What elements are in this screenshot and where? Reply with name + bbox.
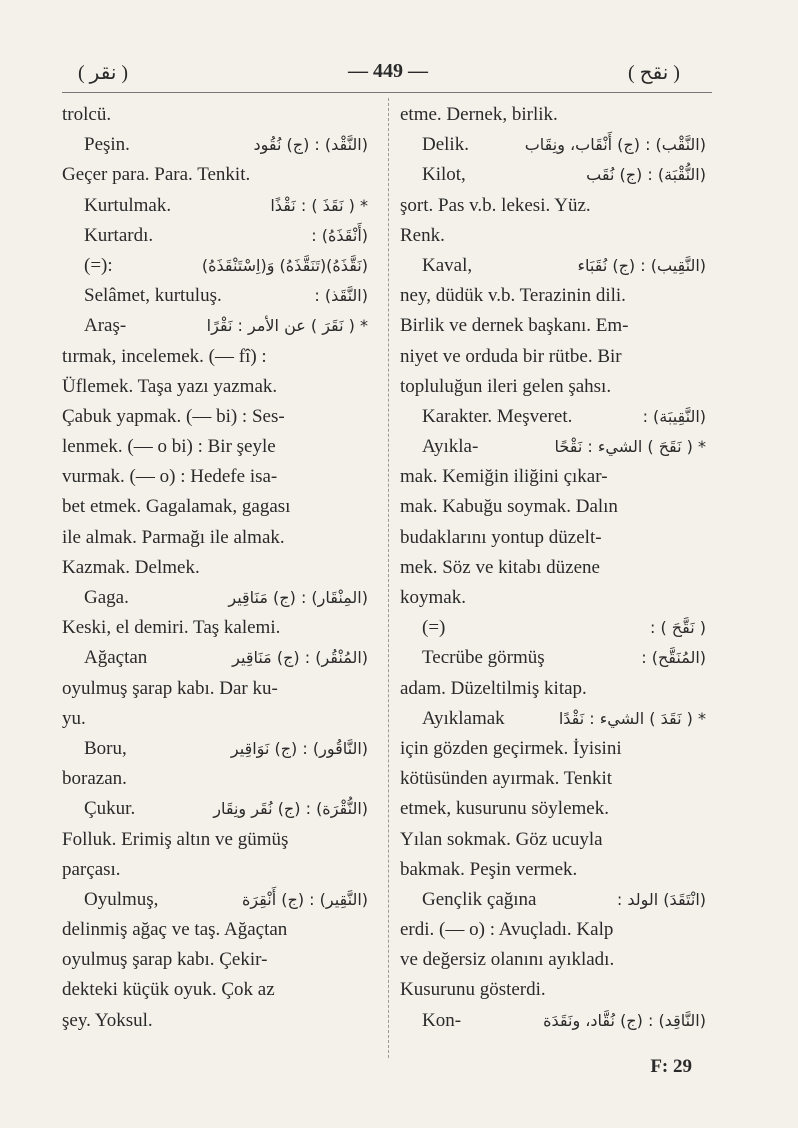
turkish-text: Kilot, — [422, 164, 466, 186]
turkish-text: bakmak. Peşin vermek. — [400, 858, 578, 880]
turkish-text: Peşin. — [84, 134, 130, 156]
dictionary-entry-line — [62, 583, 368, 613]
turkish-text: Çukur. — [84, 798, 136, 820]
page-header — [0, 60, 798, 88]
dictionary-entry-line — [400, 885, 706, 915]
dictionary-entry-line — [400, 402, 706, 432]
turkish-text: (=): — [84, 254, 113, 276]
turkish-text: bet etmek. Gagalamak, gagası — [62, 496, 291, 518]
column-divider — [388, 98, 389, 1058]
turkish-text: dekteki küçük oyuk. Çok az — [62, 979, 275, 1001]
definition-line — [400, 372, 706, 402]
dictionary-entry-line — [400, 1006, 706, 1036]
definition-line — [62, 462, 368, 492]
turkish-text: ve değersiz olanını ayıkladı. — [400, 949, 615, 971]
arabic-headword: (أَنْقَذَهُ) : — [311, 225, 368, 245]
definition-line — [400, 915, 706, 945]
turkish-text: Ayıkla- — [422, 436, 479, 458]
turkish-text: mak. Kabuğu soymak. Dalın — [400, 496, 618, 518]
arabic-headword: (النَّقِير) : (ج) أَنْقِرَة — [241, 889, 368, 909]
turkish-text: koymak. — [400, 587, 466, 608]
turkish-text: yu. — [62, 707, 86, 729]
turkish-text: şey. Yoksul. — [62, 1009, 153, 1031]
turkish-text: Birlik ve dernek başkanı. Em- — [400, 315, 629, 337]
turkish-text: Oyulmuş, — [84, 888, 159, 910]
definition-line — [62, 492, 368, 522]
turkish-text: şort. Pas v.b. lekesi. Yüz. — [400, 194, 591, 216]
turkish-text: parçası. — [62, 858, 121, 880]
turkish-text: Gaga. — [84, 587, 129, 608]
turkish-text: için gözden geçirmek. İyisini — [400, 737, 622, 759]
definition-line — [62, 613, 368, 643]
signature-mark: F: 29 — [650, 1056, 692, 1077]
turkish-text: oyulmuş şarap kabı. Çekir- — [62, 949, 268, 971]
definition-line — [62, 915, 368, 945]
arabic-headword: (نَقَّذَهُ)(تَنَقَّذَهُ) وَ(اِسْتَنْقَذَهُ) — [201, 255, 368, 275]
definition-line — [62, 523, 368, 553]
definition-line — [400, 855, 706, 885]
definition-line — [400, 734, 706, 764]
definition-line — [400, 825, 706, 855]
turkish-text: lenmek. (— o bi) : Bir şeyle — [62, 436, 276, 458]
definition-line — [62, 975, 368, 1005]
turkish-text: niyet ve orduda bir rütbe. Bir — [400, 345, 622, 367]
definition-line — [400, 975, 706, 1005]
definition-line — [400, 523, 706, 553]
definition-line — [400, 553, 706, 583]
arabic-headword: (انْتَقَدَ) الولد : — [616, 889, 706, 909]
turkish-text: oyulmuş şarap kabı. Dar ku- — [62, 677, 278, 699]
definition-line — [400, 674, 706, 704]
definition-line — [400, 794, 706, 824]
turkish-text: Üflemek. Taşa yazı yazmak. — [62, 375, 278, 397]
definition-line — [62, 855, 368, 885]
definition-line — [400, 583, 706, 613]
arabic-headword: * ( نَقَرَ ) عن الأمر : نَقْرًا — [206, 316, 368, 336]
turkish-text: Kurtulmak. — [84, 194, 172, 216]
arabic-headword: (النَّقِيب) : (ج) نُقَبَاء — [577, 255, 706, 275]
turkish-text: Araş- — [84, 315, 127, 337]
header-left-keyword: ( نقر ) — [78, 62, 129, 84]
arabic-headword: (النَّقَذ) : — [314, 286, 368, 306]
arabic-headword: (النَّقْد) : (ج) نُقُود — [253, 135, 368, 155]
turkish-text: Geçer para. Para. Tenkit. — [62, 164, 251, 186]
turkish-text: Ayıklamak — [422, 707, 505, 729]
turkish-text: erdi. (— o) : Avuçladı. Kalp — [400, 919, 614, 941]
definition-line — [62, 372, 368, 402]
turkish-text: Kurtardı. — [84, 224, 154, 246]
dictionary-entry-line — [400, 613, 706, 643]
dictionary-entry-line — [400, 643, 706, 673]
dictionary-entry-line — [62, 311, 368, 341]
turkish-text: Kon- — [422, 1009, 462, 1031]
dictionary-entry-line — [62, 734, 368, 764]
dictionary-entry-line — [400, 160, 706, 190]
turkish-text: etme. Dernek, birlik. — [400, 104, 558, 125]
definition-line — [400, 311, 706, 341]
definition-line — [62, 674, 368, 704]
arabic-headword: ( نَقَّحَ ) : — [649, 618, 706, 638]
dictionary-entry-line — [62, 281, 368, 311]
arabic-headword: (النَّقْب) : (ج) أَنْقَاب، ونِقَاب — [524, 135, 706, 155]
dictionary-entry-line — [400, 130, 706, 160]
turkish-text: Tecrübe görmüş — [422, 647, 545, 669]
definition-line — [400, 191, 706, 221]
definition-line — [400, 945, 706, 975]
dictionary-entry-line — [400, 251, 706, 281]
turkish-text: budaklarını yontup düzelt- — [400, 526, 602, 548]
left-column — [62, 100, 368, 1036]
turkish-text: Kaval, — [422, 254, 473, 276]
dictionary-entry-line — [62, 130, 368, 160]
turkish-text: vurmak. (— o) : Hedefe isa- — [62, 466, 278, 488]
turkish-text: Renk. — [400, 224, 445, 246]
definition-line — [400, 281, 706, 311]
turkish-text: kötüsünden ayırmak. Tenkit — [400, 768, 613, 790]
arabic-headword: (المِنْقَار) : (ج) مَنَاقِير — [228, 588, 368, 607]
definition-line — [400, 462, 706, 492]
definition-line — [62, 1006, 368, 1036]
turkish-text: Selâmet, kurtuluş. — [84, 285, 222, 307]
turkish-text: etmek, kusurunu söylemek. — [400, 798, 609, 820]
arabic-headword: (المُنَقَّح) : — [641, 648, 706, 668]
dictionary-entry-line — [62, 643, 368, 673]
turkish-text: Delik. — [422, 134, 469, 156]
turkish-text: borazan. — [62, 768, 127, 790]
turkish-text: Ağaçtan — [84, 647, 148, 669]
arabic-headword: (المُنْقُر) : (ج) مَنَاقِير — [232, 648, 368, 668]
dictionary-entry-line — [62, 221, 368, 251]
definition-line — [62, 764, 368, 794]
right-column — [400, 100, 706, 1036]
turkish-text: Boru, — [84, 737, 127, 759]
header-right-keyword: ( نقح ) — [628, 62, 680, 84]
definition-line — [62, 553, 368, 583]
turkish-text: ile almak. Parmağı ile almak. — [62, 526, 285, 548]
definition-line — [62, 100, 368, 130]
header-rule — [62, 92, 712, 93]
definition-line — [62, 432, 368, 462]
turkish-text: Kusurunu gösterdi. — [400, 979, 546, 1001]
turkish-text: Yılan sokmak. Göz ucuyla — [400, 828, 603, 850]
definition-line — [400, 342, 706, 372]
dictionary-entry-line — [400, 704, 706, 734]
turkish-text: Karakter. Meşveret. — [422, 405, 573, 427]
definition-line — [62, 402, 368, 432]
turkish-text: Keski, el demiri. Taş kalemi. — [62, 617, 281, 639]
turkish-text: delinmiş ağaç ve taş. Ağaçtan — [62, 919, 288, 941]
definition-line — [62, 342, 368, 372]
definition-line — [62, 825, 368, 855]
turkish-text: adam. Düzeltilmiş kitap. — [400, 677, 587, 699]
turkish-text: mak. Kemiğin iliğini çıkar- — [400, 466, 608, 488]
arabic-headword: * ( نَقَذَ ) : نَقْذًا — [270, 195, 368, 215]
turkish-text: tırmak, incelemek. (— fî) : — [62, 345, 267, 367]
definition-line — [400, 492, 706, 522]
definition-line — [400, 221, 706, 251]
turkish-text: mek. Söz ve kitabı düzene — [400, 556, 600, 578]
dictionary-entry-line — [62, 794, 368, 824]
definition-line — [400, 100, 706, 130]
dictionary-entry-line — [62, 191, 368, 221]
definition-line — [400, 764, 706, 794]
arabic-headword: (النَّاقِد) : (ج) نُقَّاد، ونَقَدَة — [543, 1010, 706, 1030]
arabic-headword: (النُّقْرَة) : (ج) نُقَر ونِقَار — [213, 799, 368, 819]
turkish-text: ney, düdük v.b. Terazinin dili. — [400, 285, 626, 307]
definition-line — [62, 160, 368, 190]
definition-line — [62, 945, 368, 975]
turkish-text: Çabuk yapmak. (— bi) : Ses- — [62, 405, 285, 427]
arabic-headword: (النَّقِيبَة) : — [642, 406, 706, 426]
turkish-text: Kazmak. Delmek. — [62, 556, 200, 578]
dictionary-entry-line — [62, 251, 368, 281]
arabic-headword: (النَّاقُور) : (ج) نَوَاقِير — [230, 738, 368, 758]
page-number: — 449 — — [348, 60, 428, 82]
arabic-headword: (النُّقْبَة) : (ج) نُقَب — [586, 165, 706, 185]
dictionary-entry-line — [62, 885, 368, 915]
turkish-text: Folluk. Erimiş altın ve gümüş — [62, 828, 289, 850]
definition-line — [62, 704, 368, 734]
arabic-headword: * ( نَقَحَ ) الشيء : نَقْحًا — [554, 437, 706, 457]
turkish-text: topluluğun ileri gelen şahsı. — [400, 375, 612, 397]
turkish-text: Gençlik çağına — [422, 888, 537, 910]
turkish-text: trolcü. — [62, 104, 112, 125]
dictionary-entry-line — [400, 432, 706, 462]
turkish-text: (=) — [422, 617, 446, 639]
arabic-headword: * ( نَقَدَ ) الشيء : نَقْدًا — [558, 708, 706, 728]
